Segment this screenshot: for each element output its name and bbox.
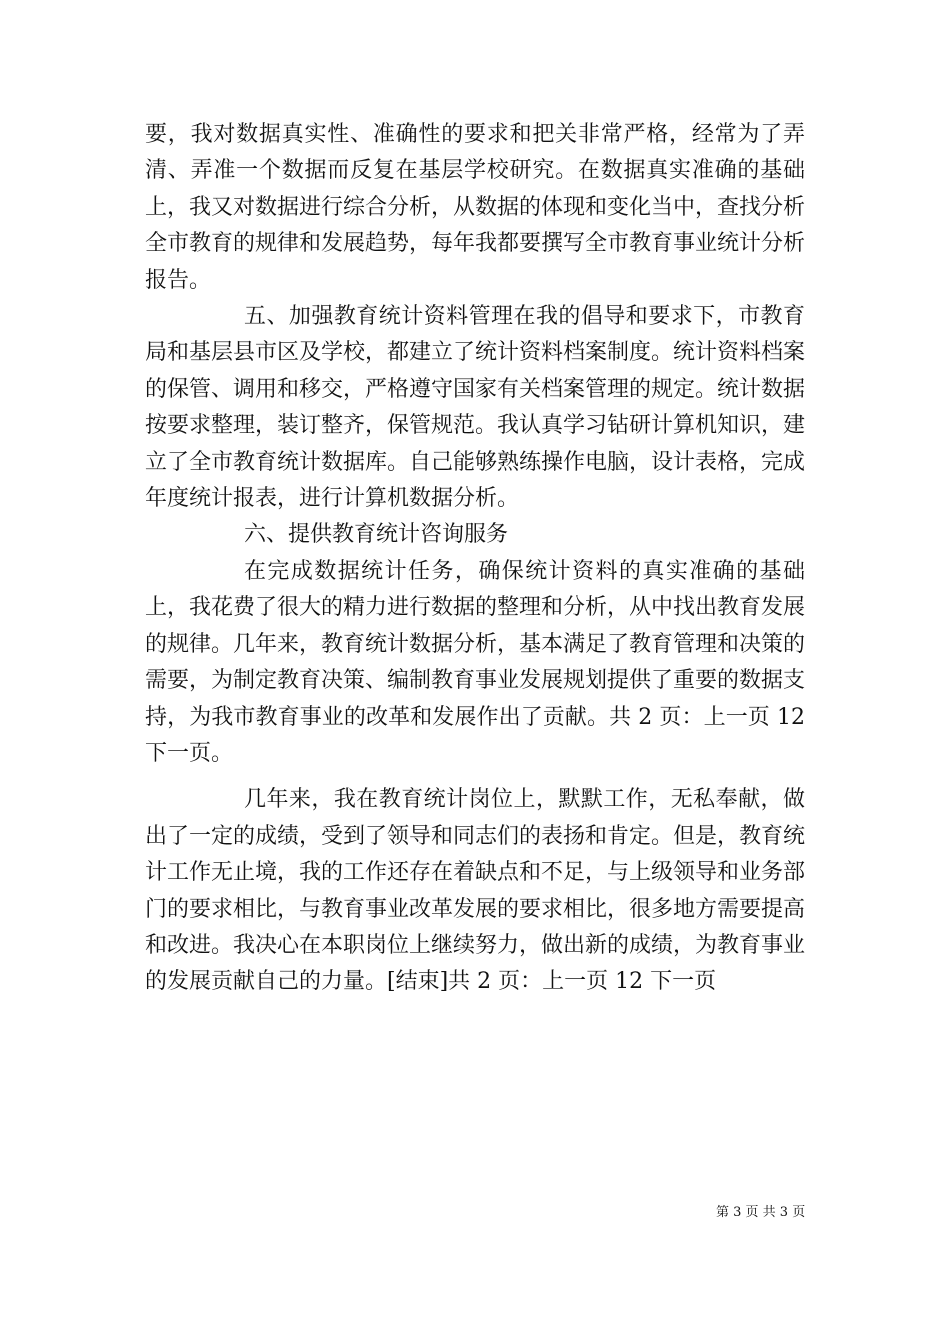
paragraph-data-analysis: 要，我对数据真实性、准确性的要求和把关非常严格，经常为了弄清、弄准一个数据而反复在基层学校研究。在数据真实准确的基础上，我又对数据进行综合分析，从数据的体现和变化当中，查找分析全市教育的规律和发展趋势，每年我都要撰写全市教育事业统计分析报告。	[145, 122, 806, 293]
page-number-footer: 第 3 页 共 3 页	[716, 1205, 806, 1220]
paragraph-consulting-service: 在完成数据统计任务，确保统计资料的真实准确的基础上，我花费了很大的精力进行数据的整理和分析，从中找出教育发展的规律。几年来，教育统计数据分析，基本满足了教育管理和决策的需要，为制定教育决策、编制教育事业发展规划提供了重要的数据支持，为我市教育事业的改革和发展作出了贡献。共 2 页：上一页 12 下一页。	[145, 558, 806, 766]
document-body	[145, 117, 805, 1001]
paragraph-section-five: 五、加强教育统计资料管理在我的倡导和要求下，市教育局和基层县市区及学校，都建立了统计资料档案制度。统计资料档案的保管、调用和移交，严格遵守国家有关档案管理的规定。统计数据按要求整理，装订整齐，保管规范。我认真学习钻研计算机知识，建立了全市教育统计数据库。自己能够熟练操作电脑，设计表格，完成年度统计报表，进行计算机数据分析。	[145, 304, 806, 512]
heading-section-six: 六、提供教育统计咨询服务	[244, 522, 509, 548]
paragraph-conclusion: 几年来，我在教育统计岗位上，默默工作，无私奉献，做出了一定的成绩，受到了领导和同志们的表扬和肯定。但是，教育统计工作无止境，我的工作还存在着缺点和不足，与上级领导和业务部门的要求相比，与教育事业改革发展的要求相比，很多地方需要提高和改进。我决心在本职岗位上继续努力，做出新的成绩，为教育事业的发展贡献自己的力量。[结束]共 2 页：上一页 12 下一页	[145, 787, 806, 995]
